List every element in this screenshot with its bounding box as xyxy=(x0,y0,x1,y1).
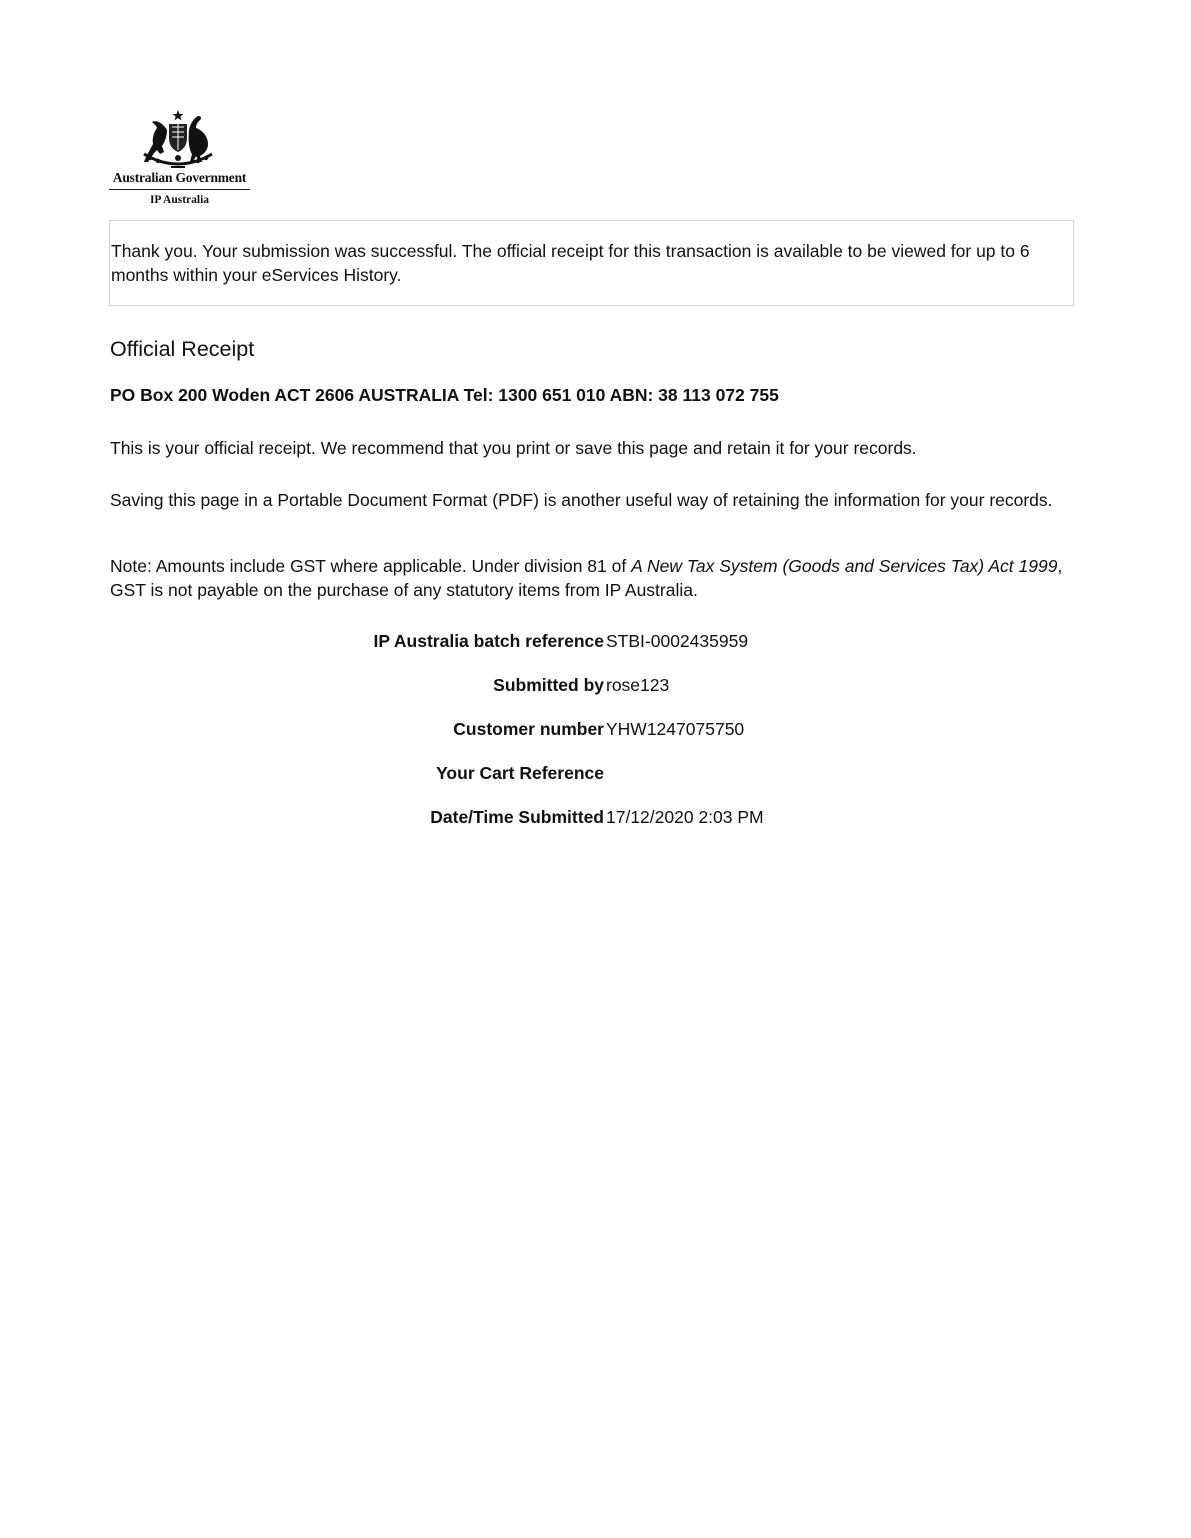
gst-note-act-title: A New Tax System (Goods and Services Tax) Act 1999 xyxy=(631,556,1058,576)
receipt-intro-text: This is your official receipt. We recommend that you print or save this page and retain it for your records. xyxy=(110,438,917,458)
success-notice xyxy=(109,220,1074,306)
detail-value: 17/12/2020 2:03 PM xyxy=(606,807,764,827)
detail-label: Submitted by xyxy=(493,675,604,695)
logo-divider xyxy=(109,189,250,190)
agency-name: IP Australia xyxy=(149,194,210,206)
detail-label: IP Australia batch reference xyxy=(373,631,604,651)
detail-label: Your Cart Reference xyxy=(436,763,604,783)
receipt-details xyxy=(110,629,1010,849)
detail-row-cart-reference xyxy=(110,761,1010,805)
detail-row-batch-reference xyxy=(110,629,1010,673)
detail-label: Date/Time Submitted xyxy=(430,807,604,827)
detail-value: rose123 xyxy=(606,675,670,695)
contact-address: PO Box 200 Woden ACT 2606 AUSTRALIA Tel: 1300 651 010 ABN: 38 113 072 755 xyxy=(110,385,779,405)
gst-note xyxy=(110,554,1065,602)
success-notice-text: Thank you. Your submission was successful. The official receipt for this transaction is available to be viewed for up to 6 months within your eServices History. xyxy=(111,241,1030,285)
gst-note-prefix: Note: Amounts include GST where applicable. Under division 81 of xyxy=(110,556,632,576)
detail-row-submitted-by xyxy=(110,673,1010,717)
detail-value: YHW1247075750 xyxy=(606,719,745,739)
page-title: Official Receipt xyxy=(110,337,255,361)
detail-row-customer-number xyxy=(110,717,1010,761)
australian-government-logo xyxy=(108,108,253,210)
gst-note-suffix: , GST is not payable on the purchase of any statutory items from IP Australia. xyxy=(110,556,1063,600)
detail-value: STBI-0002435959 xyxy=(606,631,749,651)
detail-row-date-time-submitted xyxy=(110,805,1010,849)
government-name: Australian Government xyxy=(112,170,247,185)
pdf-advice-text: Saving this page in a Portable Document Format (PDF) is another useful way of retaining the information for your records. xyxy=(110,490,1053,510)
coat-of-arms-icon xyxy=(138,108,218,170)
detail-label: Customer number xyxy=(453,719,604,739)
